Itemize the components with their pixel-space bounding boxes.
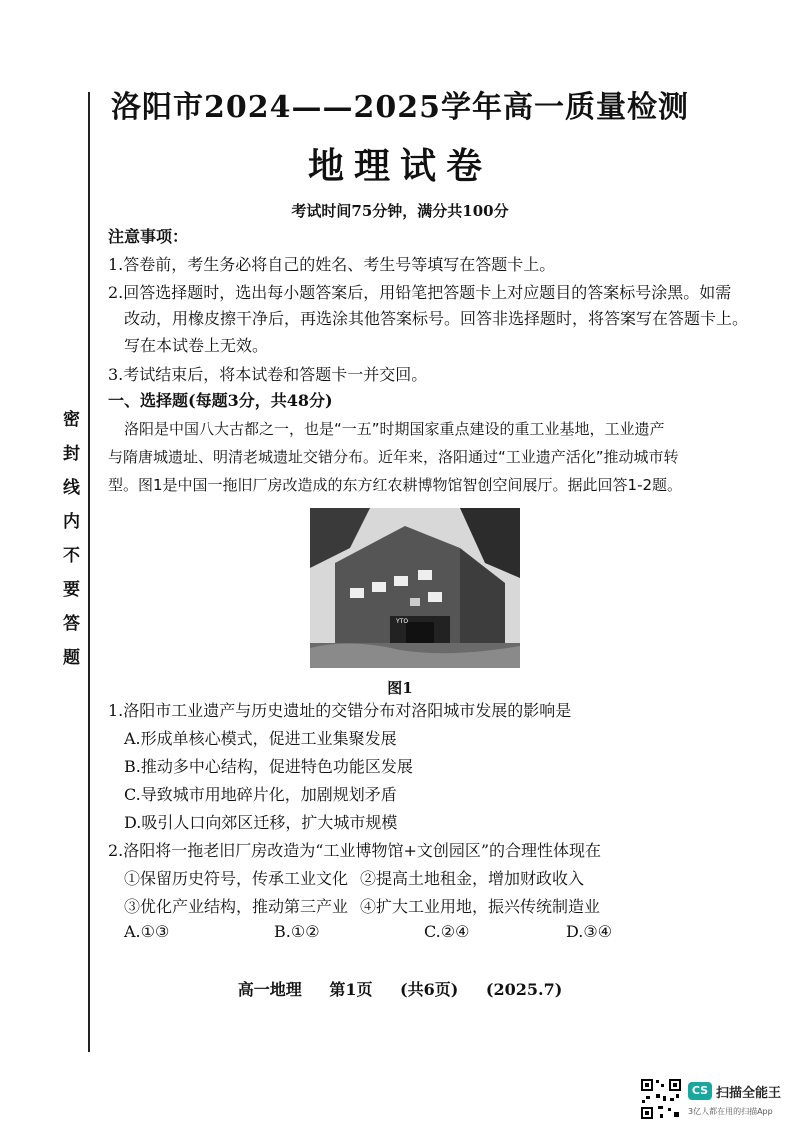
exam-title: 洛阳市2024——2025学年高一质量检测 bbox=[111, 90, 689, 125]
notice-item-3: 3.考试结束后，将本试卷和答题卡一并交回。 bbox=[108, 365, 428, 384]
footer-total: (共6页) bbox=[400, 980, 459, 999]
scanner-watermark bbox=[640, 1078, 790, 1124]
passage-line-3: 型。图1是中国一拖旧厂房改造成的东方红农耕博物馆智创空间展厅。据此回答1-2题。 bbox=[108, 476, 683, 494]
question-1-option-d: D.吸引人口向郊区迁移，扩大城市规模 bbox=[124, 813, 398, 832]
watermark-tagline: 3亿人都在用的扫描App bbox=[688, 1107, 773, 1116]
passage-line-2: 与隋唐城遗址、明清老城遗址交错分布。近年来，洛阳通过“工业遗产活化”推动城市转 bbox=[108, 448, 679, 466]
question-2-option-c: C.②④ bbox=[424, 922, 470, 941]
figure-building-sign: YTO bbox=[396, 618, 409, 625]
subject-title: 地理试卷 bbox=[307, 145, 492, 187]
question-1-stem: 1.洛阳市工业遗产与历史遗址的交错分布对洛阳城市发展的影响是 bbox=[108, 701, 572, 720]
question-2-stem: 2.洛阳将一拖老旧厂房改造为“工业博物馆+文创园区”的合理性体现在 bbox=[108, 841, 602, 860]
question-2-option-a: A.①③ bbox=[124, 922, 170, 941]
question-2-statement-2: ②提高土地租金，增加财政收入 bbox=[360, 869, 585, 888]
question-2-statement-3: ③优化产业结构，推动第三产业 bbox=[124, 897, 349, 916]
notice-item-2-cont2: 写在本试卷上无效。 bbox=[124, 336, 269, 355]
section-title: 一、选择题(每题3分，共48分) bbox=[108, 391, 333, 410]
passage-line-1: 洛阳是中国八大古都之一，也是“一五”时期国家重点建设的重工业基地，工业遗产 bbox=[124, 420, 665, 438]
notice-item-2-cont: 改动，用橡皮擦干净后，再选涂其他答案标号。回答非选择题时，将答案写在答题卡上。 bbox=[124, 309, 749, 328]
museum-building-image bbox=[310, 508, 520, 668]
question-2-option-b: B.①② bbox=[274, 922, 320, 941]
footer-course: 高一地理 bbox=[237, 980, 302, 999]
figure-1-caption: 图1 bbox=[387, 679, 413, 697]
question-1-option-a: A.形成单核心模式，促进工业集聚发展 bbox=[124, 729, 397, 748]
figure-1-photo bbox=[310, 508, 520, 668]
binding-line bbox=[88, 92, 90, 1052]
exam-info: 考试时间75分钟，满分共100分 bbox=[291, 202, 509, 220]
qr-code-icon bbox=[640, 1078, 682, 1120]
binding-margin-notice: 密封线内不要答题 bbox=[59, 410, 79, 682]
footer-page: 第1页 bbox=[329, 980, 373, 999]
watermark-brand: 扫描全能王 bbox=[716, 1086, 782, 1101]
question-1-option-b: B.推动多中心结构，促进特色功能区发展 bbox=[124, 757, 413, 776]
footer-date: (2025.7) bbox=[485, 980, 563, 999]
camscanner-logo-icon: CS bbox=[688, 1082, 712, 1100]
question-2-option-d: D.③④ bbox=[566, 922, 613, 941]
notice-item-1: 1.答卷前，考生务必将自己的姓名、考生号等填写在答题卡上。 bbox=[108, 255, 556, 274]
page-footer bbox=[0, 977, 800, 1000]
question-1-option-c: C.导致城市用地碎片化，加剧规划矛盾 bbox=[124, 785, 397, 804]
notice-item-2: 2.回答选择题时，选出每小题答案后，用铅笔把答题卡上对应题目的答案标号涂黑。如需 bbox=[108, 283, 732, 302]
question-2-statement-1: ①保留历史符号，传承工业文化 bbox=[124, 869, 349, 888]
notice-heading: 注意事项： bbox=[108, 227, 189, 246]
question-2-statement-4: ④扩大工业用地，振兴传统制造业 bbox=[360, 897, 601, 916]
